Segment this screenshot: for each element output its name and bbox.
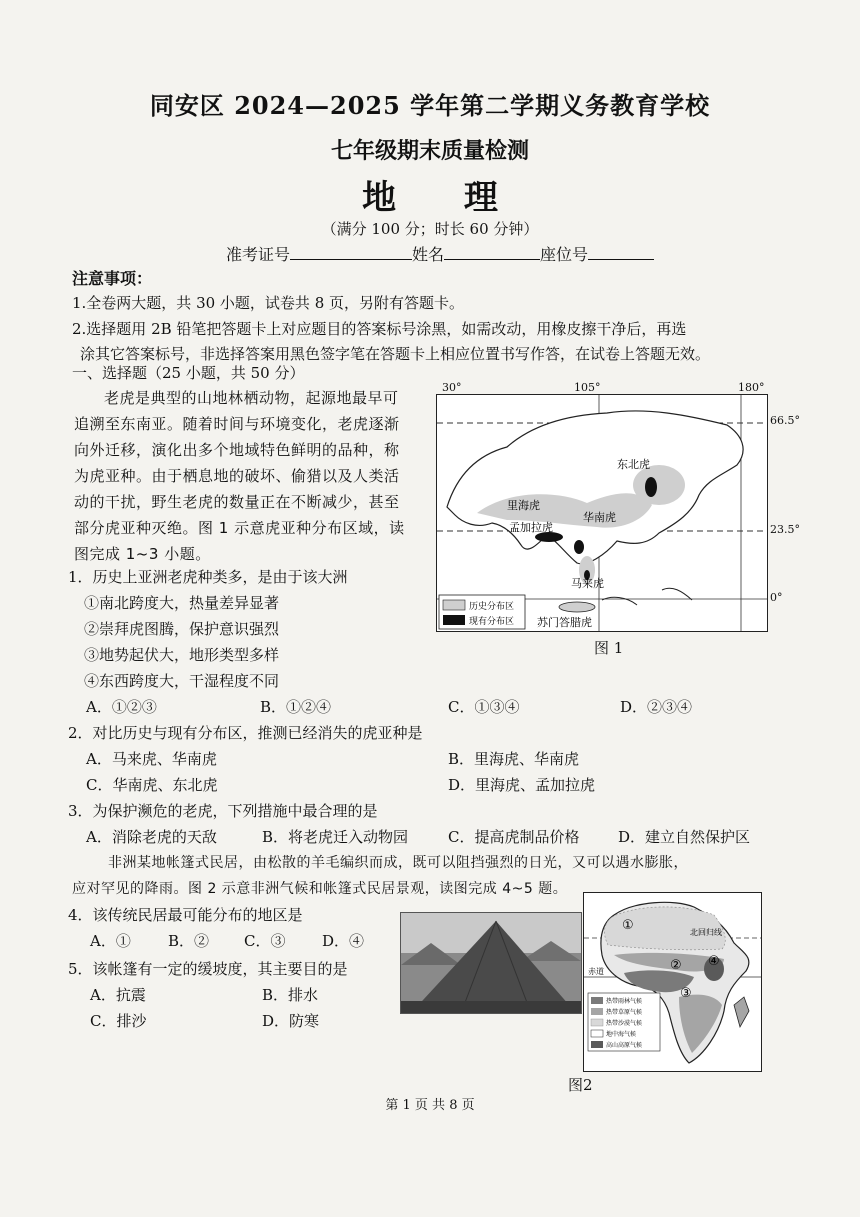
region-mark-2: ② — [670, 958, 682, 973]
lon-label: 180° — [738, 381, 765, 394]
notice-item-1: 1.全卷两大题，共 30 小题，试卷共 8 页，另附有答题卡。 — [72, 294, 465, 312]
q5-option-b[interactable]: B．排水 — [262, 986, 319, 1004]
exam-subtitle: 七年级期末质量检测 — [330, 138, 529, 164]
q3-option-c[interactable]: C．提高虎制品价格 — [448, 828, 580, 846]
region-mark-4: ④ — [708, 954, 720, 969]
q4-option-a[interactable]: A．① — [90, 932, 131, 950]
tropic-label: 北回归线 — [690, 928, 722, 937]
legend-swatch — [591, 1030, 603, 1037]
q5-stem: 5．该帐篷有一定的缓坡度，其主要目的是 — [68, 960, 348, 978]
tiger-label-bengal: 孟加拉虎 — [509, 521, 553, 534]
passage-line: 部分虎亚种灭绝。图 1 示意虎亚种分布区域，读 — [74, 519, 405, 537]
lon-label: 105° — [574, 381, 601, 394]
name-blank — [444, 245, 540, 260]
q1-option-a[interactable]: A．①②③ — [86, 698, 157, 716]
legend-label: 热带沙漠气候 — [606, 1020, 643, 1027]
q3-option-a[interactable]: A．消除老虎的天敌 — [86, 828, 217, 846]
id-label: 准考证号 — [226, 245, 291, 264]
legend-swatch-current — [443, 615, 465, 625]
tiger-label-sumatran: 苏门答腊虎 — [537, 616, 592, 629]
tiger-label-malayan: 马来虎 — [571, 577, 604, 590]
q4-option-c[interactable]: C．③ — [244, 932, 286, 950]
subject-title: 地 理 — [362, 178, 526, 218]
tiger-label-amur: 东北虎 — [617, 458, 650, 471]
legend-current-label: 现有分布区 — [469, 617, 515, 627]
legend-label: 热带雨林气候 — [606, 998, 643, 1005]
sumatra — [559, 602, 595, 612]
q5-option-c[interactable]: C．排沙 — [90, 1012, 147, 1030]
tiger-current-area — [574, 540, 584, 554]
tiger-label-caspian: 里海虎 — [507, 499, 540, 512]
passage-line: 老虎是典型的山地林栖动物，起源地最早可 — [104, 389, 399, 407]
section-heading: 一、选择题（25 小题，共 50 分） — [72, 364, 305, 382]
exam-title: 同安区 2024—2025 学年第二学期义务教育学校 — [149, 91, 711, 120]
candidate-info-line — [226, 242, 654, 265]
q5-option-d[interactable]: D．防寒 — [262, 1012, 320, 1030]
passage-line: 图完成 1~3 小题。 — [74, 545, 211, 563]
legend-label: 热带草原气候 — [606, 1009, 643, 1016]
q1-item: ①南北跨度大，热量差异显著 — [84, 594, 280, 612]
q2-option-b[interactable]: B．里海虎、华南虎 — [448, 750, 580, 768]
tiger-current-area — [645, 477, 657, 497]
legend-label: 高山高原气候 — [606, 1042, 643, 1049]
passage-line: 动的干扰，野生老虎的数量正在不断减少，甚至 — [74, 493, 400, 511]
id-blank — [290, 245, 412, 260]
lat-label: 66.5° — [770, 414, 800, 427]
figure-2-africa-map — [583, 892, 762, 1072]
equator-label: 赤道 — [588, 967, 604, 976]
passage-line: 追溯至东南亚。随着时间与环境变化，老虎逐渐 — [74, 415, 400, 433]
q2-stem: 2．对比历史与现有分布区，推测已经消失的虎亚种是 — [68, 724, 423, 742]
q1-item: ③地势起伏大，地形类型多样 — [84, 646, 280, 664]
q2-option-c[interactable]: C．华南虎、东北虎 — [86, 776, 218, 794]
legend-swatch — [591, 1019, 603, 1026]
q1-option-d[interactable]: D．②③④ — [620, 698, 693, 716]
seat-label: 座位号 — [540, 245, 589, 264]
legend-label: 地中海气候 — [606, 1031, 637, 1038]
figure-2-caption: 图2 — [568, 1076, 593, 1094]
seat-blank — [588, 245, 654, 260]
q3-option-d[interactable]: D．建立自然保护区 — [618, 828, 751, 846]
q1-stem: 1．历史上亚洲老虎种类多，是由于该大洲 — [68, 568, 348, 586]
q4-option-d[interactable]: D．④ — [322, 932, 365, 950]
q3-stem: 3．为保护濒危的老虎，下列措施中最合理的是 — [68, 802, 378, 820]
figure-1-caption: 图 1 — [594, 639, 624, 657]
notice-item-2-cont: 涂其它答案标号，非选择答案用黑色签字笔在答题卡上相应位置书写作答，在试卷上答题无效。 — [80, 345, 711, 363]
lon-label: 30° — [442, 381, 462, 394]
q2-option-a[interactable]: A．马来虎、华南虎 — [86, 750, 217, 768]
name-label: 姓名 — [412, 245, 445, 264]
q3-option-b[interactable]: B．将老虎迁入动物园 — [262, 828, 409, 846]
notice-item-2: 2.选择题用 2B 铅笔把答题卡上对应题目的答案标号涂黑，如需改动，用橡皮擦干净后，再选 — [72, 320, 687, 338]
figure-1-tiger-map — [436, 394, 768, 632]
q1-item: ②崇拜虎图腾，保护意识强烈 — [84, 620, 280, 638]
passage2-line: 应对罕见的降雨。图 2 示意非洲气候和帐篷式民居景观，读图完成 4~5 题。 — [72, 881, 568, 897]
tent-photo — [400, 912, 582, 1014]
page-footer: 第 1 页 共 8 页 — [385, 1098, 475, 1113]
asia-map — [437, 395, 767, 631]
passage-line: 向外迁移，演化出多个地域特色鲜明的品种，称 — [74, 441, 400, 459]
q1-item: ④东西跨度大，干湿程度不同 — [84, 672, 280, 690]
q2-option-d[interactable]: D．里海虎、孟加拉虎 — [448, 776, 596, 794]
q1-option-c[interactable]: C．①③④ — [448, 698, 520, 716]
africa-climate-map — [584, 893, 761, 1071]
lat-label: 0° — [770, 591, 783, 604]
notice-heading: 注意事项： — [72, 269, 153, 288]
passage2-line: 非洲某地帐篷式民居，由松散的羊毛编织而成，既可以阻挡强烈的日光，又可以遇水膨胀， — [108, 855, 688, 871]
asia-outline — [447, 411, 743, 564]
legend-swatch-history — [443, 600, 465, 610]
region-mark-1: ① — [622, 918, 634, 933]
q4-stem: 4．该传统民居最可能分布的地区是 — [68, 906, 303, 924]
q1-option-b[interactable]: B．①②④ — [260, 698, 332, 716]
q4-option-b[interactable]: B．② — [168, 932, 210, 950]
tiger-history-area — [633, 465, 685, 505]
lat-label: 23.5° — [770, 523, 800, 536]
score-time: （满分 100 分；时长 60 分钟） — [321, 220, 539, 238]
q5-option-a[interactable]: A．抗震 — [90, 986, 146, 1004]
tiger-label-south-china: 华南虎 — [583, 511, 616, 524]
legend-swatch — [591, 1041, 603, 1048]
legend-history-label: 历史分布区 — [469, 602, 515, 612]
legend-swatch — [591, 1008, 603, 1015]
region-mark-3: ③ — [680, 986, 692, 1001]
legend-swatch — [591, 997, 603, 1004]
passage-line: 为虎亚种。由于栖息地的破坏、偷猎以及人类活 — [74, 467, 400, 485]
